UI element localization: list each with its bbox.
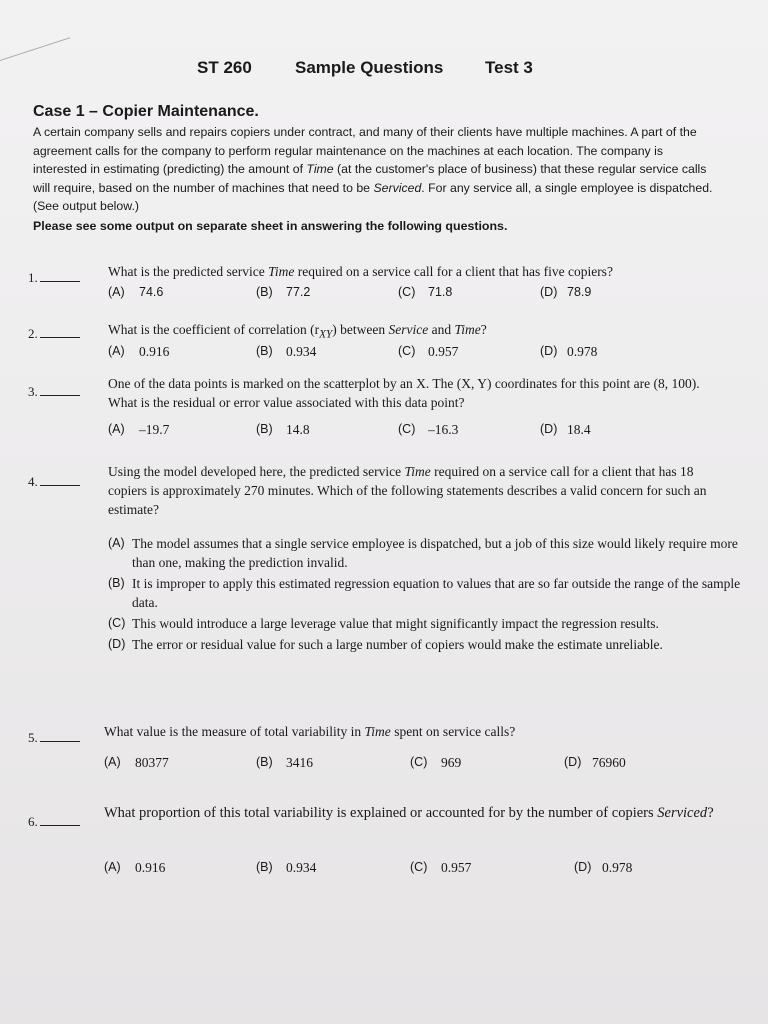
question-number (28, 270, 80, 286)
question-text (104, 802, 754, 824)
option-d-label[interactable]: (D) (564, 755, 582, 769)
question-term: Service (388, 322, 429, 337)
intro-serviced-term: Serviced (373, 180, 422, 195)
option-b-value: 14.8 (286, 422, 310, 437)
test-label: Test 3 (485, 58, 533, 77)
question-number (28, 384, 80, 400)
choice-text: The error or residual value for such a large number of copiers would make the estimate unreliable. (132, 637, 663, 652)
option-a-label[interactable]: (A) (104, 755, 121, 769)
option-d-value: 0.978 (602, 860, 633, 875)
question-term: Serviced (657, 805, 708, 821)
answer-options (108, 344, 728, 364)
question-term: Time (268, 264, 295, 279)
question-number (28, 326, 80, 342)
choice-text: It is improper to apply this estimated regression equation to values that are so far outside the range of the sample data. (132, 576, 741, 610)
option-c-label[interactable]: (C) (410, 860, 428, 874)
page-header (0, 58, 768, 84)
option-b-value: 77.2 (286, 285, 311, 299)
document-title: Sample Questions (295, 58, 444, 77)
answer-blank[interactable] (40, 741, 80, 742)
intro-time-term: Time (306, 162, 334, 177)
option-d-label[interactable]: (D) (540, 344, 558, 358)
option-a-label[interactable]: (A) (108, 344, 125, 358)
question-text-part: spent on service calls? (390, 724, 516, 739)
option-a-value: –19.7 (139, 422, 170, 437)
option-c-label[interactable]: (C) (398, 285, 416, 299)
question-term: Time (364, 724, 391, 739)
answer-blank[interactable] (40, 337, 80, 338)
choice-d[interactable] (108, 635, 748, 654)
answer-options (104, 860, 724, 880)
answer-blank[interactable] (40, 281, 80, 282)
option-d-value: 76960 (592, 755, 626, 770)
question-text-part: ) between (332, 322, 389, 337)
answer-choices (108, 534, 748, 656)
option-b-label[interactable]: (B) (256, 422, 273, 436)
question-number-text: 3. (28, 384, 38, 399)
option-d-label[interactable]: (D) (574, 860, 592, 874)
option-c-label[interactable]: (C) (398, 422, 416, 436)
option-b-value: 0.934 (286, 860, 317, 875)
question-text (104, 722, 716, 741)
question-text-part: required on a service call for a client that has 18 copiers is approximately 270 minutes. Which of the following statements describes a valid concern for such an estimate? (108, 464, 707, 517)
option-b-label[interactable]: (B) (256, 285, 273, 299)
question-number-text: 4. (28, 474, 38, 489)
question-text-part: ? (480, 322, 487, 337)
answer-options (104, 755, 724, 775)
option-b-label[interactable]: (B) (256, 860, 273, 874)
choice-label: (A) (108, 536, 125, 550)
option-c-value: –16.3 (428, 422, 459, 437)
option-a-value: 74.6 (139, 285, 164, 299)
question-text-part: and (428, 322, 455, 337)
choice-label: (C) (108, 616, 126, 630)
question-text-part: Using the model developed here, the predicted service (108, 464, 405, 479)
answer-options (108, 422, 728, 442)
choice-a[interactable] (108, 534, 748, 572)
instruction-text: Please see some output on separate sheet in answering the following questions. (33, 219, 508, 233)
option-b-value: 3416 (286, 755, 313, 770)
question-number-text: 6. (28, 814, 38, 829)
option-d-value: 18.4 (567, 422, 591, 437)
option-b-label[interactable]: (B) (256, 344, 273, 358)
intro-text-3: . For any service all, a single employee is dispatched. (See output below.) (33, 180, 713, 214)
question-text (108, 320, 720, 345)
question-number-text: 2. (28, 326, 38, 341)
answer-blank[interactable] (40, 485, 80, 486)
choice-c[interactable] (108, 614, 748, 633)
choice-text: The model assumes that a single service employee is dispatched, but a job of this size would likely require more than one, making the prediction invalid. (132, 536, 738, 570)
answer-blank[interactable] (40, 825, 80, 826)
case-intro (33, 123, 713, 216)
question-term: Time (454, 322, 481, 337)
choice-label: (D) (108, 637, 126, 651)
answer-blank[interactable] (40, 395, 80, 396)
option-a-label[interactable]: (A) (108, 285, 125, 299)
answer-options (108, 285, 728, 305)
option-d-value: 78.9 (567, 285, 592, 299)
question-text-part: What is the coefficient of correlation (r (108, 322, 320, 337)
intro-text-2: (at the customer's place of business) that these regular service calls will require, based on the number of machines that need to be (33, 162, 707, 195)
option-a-label[interactable]: (A) (104, 860, 121, 874)
case-title: Case 1 – Copier Maintenance. (33, 103, 259, 120)
option-b-value: 0.934 (286, 344, 317, 359)
choice-b[interactable] (108, 574, 748, 612)
option-a-value: 0.916 (139, 344, 170, 359)
question-text-part: required on a service call for a client that has five copiers? (294, 264, 613, 279)
option-a-value: 80377 (135, 755, 169, 770)
option-d-label[interactable]: (D) (540, 422, 558, 436)
choice-label: (B) (108, 576, 125, 590)
question-text (108, 462, 720, 519)
option-b-label[interactable]: (B) (256, 755, 273, 769)
choice-text: This would introduce a large leverage value that might significantly impact the regression results. (132, 616, 659, 631)
question-number (28, 730, 80, 746)
question-number (28, 814, 80, 830)
question-text-part: What proportion of this total variability is explained or accounted for by the number of copiers (104, 805, 658, 821)
option-a-value: 0.916 (135, 860, 166, 875)
option-d-label[interactable]: (D) (540, 285, 558, 299)
option-d-value: 0.978 (567, 344, 598, 359)
question-text-part: What value is the measure of total variability in (104, 724, 365, 739)
subscript-xy: XY (319, 328, 333, 341)
question-number-text: 1. (28, 270, 38, 285)
page-fold-mark (0, 0, 70, 61)
question-text (108, 262, 720, 281)
intro-text-1: A certain company sells and repairs copiers under contract, and many of their clients have multiple machines. A part of the agreement calls for the company to perform regular maintenance on the machines at each location. The company is interested in estimating (predicting) the amount of (33, 125, 697, 177)
option-a-label[interactable]: (A) (108, 422, 125, 436)
option-c-label[interactable]: (C) (398, 344, 416, 358)
question-text-part: ? (707, 805, 714, 821)
option-c-value: 0.957 (428, 344, 459, 359)
option-c-value: 0.957 (441, 860, 472, 875)
option-c-value: 969 (441, 755, 462, 770)
question-number (28, 474, 80, 490)
question-text-part: What is the predicted service (108, 264, 269, 279)
question-term: Time (404, 464, 431, 479)
option-c-label[interactable]: (C) (410, 755, 428, 769)
question-number-text: 5. (28, 730, 38, 745)
option-c-value: 71.8 (428, 285, 453, 299)
question-text: One of the data points is marked on the scatterplot by an X. The (X, Y) coordinates for this point are (8, 100). What is the residual or error value associated with this data point? (108, 376, 700, 410)
course-code: ST 260 (197, 58, 252, 77)
